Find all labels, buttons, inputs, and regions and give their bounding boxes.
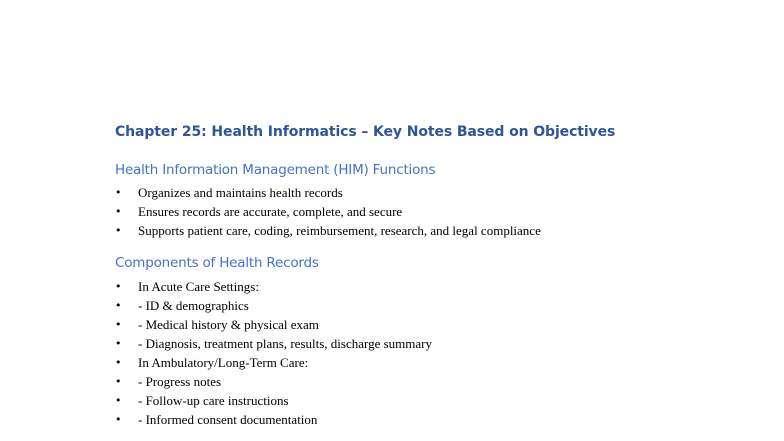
list-item-text: In Acute Care Settings: [138,279,259,294]
list-item-text: - Diagnosis, treatment plans, results, discharge summary [138,336,433,351]
bullet-icon: • [115,280,122,293]
list-item-text: Ensures records are accurate, complete, and secure [138,204,403,219]
bullet-icon: • [115,375,122,388]
list-item-text: - Medical history & physical exam [138,317,319,332]
bullet-icon: • [115,299,122,312]
section-heading-him-functions: Health Information Management (HIM) Functions [115,162,436,178]
bullet-icon: • [115,318,122,331]
list-item-text: Supports patient care, coding, reimbursement, research, and legal compliance [138,223,541,238]
bullet-icon: • [115,186,122,199]
bullet-icon: • [115,205,122,218]
list-item-text: Organizes and maintains health records [138,185,343,200]
bullet-icon: • [115,394,122,407]
list-item-text: - Follow-up care instructions [138,393,289,408]
bullet-icon: • [115,337,122,350]
bullet-icon: • [115,356,122,369]
list-item-text: - Progress notes [138,374,222,389]
list-item-text: - ID & demographics [138,298,249,313]
section-heading-record-components: Components of Health Records [115,255,319,271]
bullet-icon: • [115,413,122,426]
bullet-icon: • [115,224,122,237]
list-item-text: In Ambulatory/Long-Term Care: [138,355,309,370]
list-item-text: - Informed consent documentation [138,412,318,427]
document-title: Chapter 25: Health Informatics – Key Notes Based on Objectives [115,124,616,140]
